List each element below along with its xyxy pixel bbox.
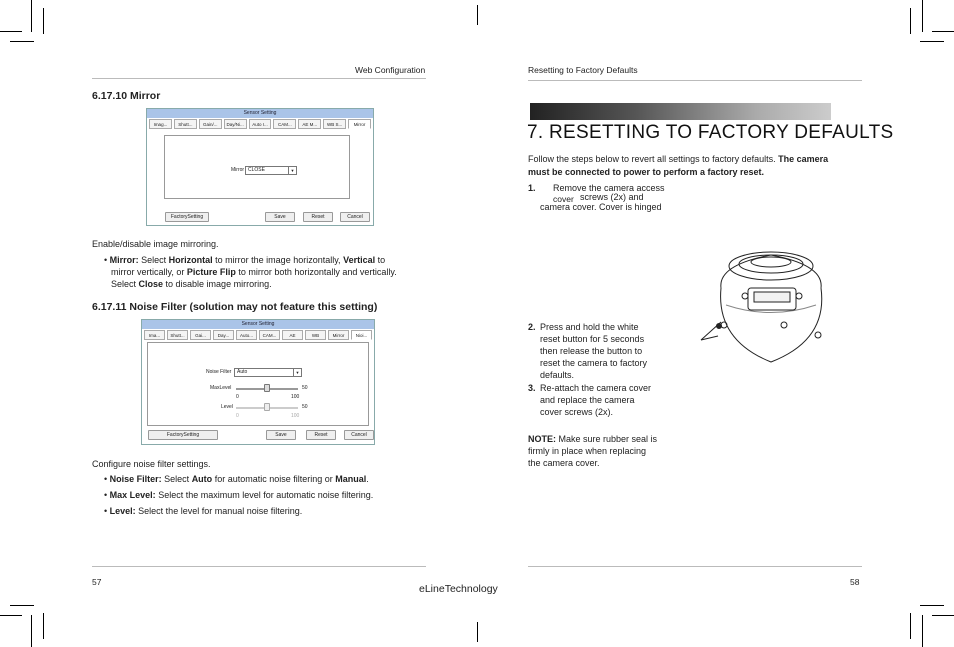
note-line-3: the camera cover. (528, 458, 600, 468)
crop-mark (920, 605, 944, 606)
tab-auto[interactable]: Auto I... (249, 119, 272, 129)
note-label: NOTE: (528, 434, 556, 444)
right-page-number: 58 (850, 577, 860, 587)
tab-cam[interactable]: CAM... (259, 330, 280, 340)
mirror-bullet-line3 (111, 279, 441, 291)
note-text: Make sure rubber seal is (556, 434, 658, 444)
tab-mirror[interactable]: Mirror (348, 119, 371, 129)
bullet-text: to mirror both horizontally and vertically. (235, 267, 397, 277)
mirror-label: Mirror (231, 167, 245, 173)
mirror-bullet-line2 (111, 267, 441, 279)
chevron-down-icon: ▼ (293, 369, 301, 376)
save-button[interactable]: Save (266, 430, 296, 440)
tab-day-night[interactable]: Day... (213, 330, 234, 340)
bullet-bold: Close (138, 279, 164, 289)
bullet-text: to disable image mirroring. (163, 279, 272, 289)
noise-intro: Configure noise filter settings. (92, 459, 211, 469)
noise-filter-dialog-screenshot (141, 319, 375, 445)
crop-mark (922, 0, 923, 32)
dialog-title: Sensor Setting (147, 109, 373, 118)
crop-mark (932, 615, 954, 616)
step-3-line-3: cover screws (2x). (540, 407, 614, 417)
crop-mark (910, 8, 911, 34)
bullet-text: Select (161, 474, 192, 484)
camera-illustration (696, 240, 846, 370)
bullet-text: mirror vertically, or (111, 267, 187, 277)
footer-rule (528, 566, 862, 567)
max-level-value: 50 (302, 385, 308, 391)
step-2-line-4: reset the camera to factory (540, 358, 648, 368)
step-3-line-2: and replace the camera (540, 395, 635, 405)
noise-filter-value: Auto (237, 369, 248, 375)
crop-mark (10, 605, 34, 606)
bullet-label: Max Level: (109, 490, 156, 500)
step-1-line-3: camera cover. Cover is hinged (540, 202, 662, 212)
step-1-number: 1. (528, 183, 536, 193)
dialog-tabs (144, 330, 372, 340)
page-title: 7. RESETTING TO FACTORY DEFAULTS (527, 122, 894, 143)
mirror-bullet (104, 255, 434, 267)
level-label: Level (221, 404, 233, 410)
range-max-label: 100 (291, 394, 300, 400)
crop-mark (0, 31, 22, 32)
noise-bullet-3 (104, 506, 434, 518)
mirror-dialog-screenshot (146, 108, 374, 226)
reset-button[interactable]: Reset (303, 212, 333, 222)
bullet-dot: • (104, 474, 110, 484)
bullet-bold: Vertical (343, 255, 376, 265)
tab-auto[interactable]: Auto... (236, 330, 257, 340)
chevron-down-icon: ▼ (288, 167, 296, 174)
bullet-text: Select (138, 255, 169, 265)
intro-bold: The camera (778, 154, 829, 164)
crop-mark (10, 41, 34, 42)
left-page-header: Web Configuration (355, 65, 426, 75)
tab-image[interactable]: Ima... (144, 330, 165, 340)
tab-ae[interactable]: AE M... (298, 119, 321, 129)
tab-gain[interactable]: Gain/... (199, 119, 222, 129)
bullet-text: . (366, 474, 369, 484)
bullet-bold: Manual (335, 474, 367, 484)
tab-cam[interactable]: CAM... (273, 119, 296, 129)
bullet-text: Select the level for manual noise filtering. (135, 506, 303, 516)
bullet-label: Level: (109, 506, 136, 516)
mirror-intro: Enable/disable image mirroring. (92, 239, 219, 249)
step-3-number: 3. (528, 383, 536, 393)
crop-mark (910, 613, 911, 639)
level-slider-handle[interactable] (264, 403, 270, 411)
header-rule (528, 80, 862, 81)
step-1-line-2a: cover (553, 194, 574, 204)
footer-rule (92, 566, 426, 567)
step-2-number: 2. (528, 322, 536, 332)
footer-brand: eLineTechnology (419, 583, 498, 595)
tab-shutter[interactable]: Shutt... (174, 119, 197, 129)
crop-mark (43, 613, 44, 639)
bullet-label: Noise Filter: (109, 474, 162, 484)
right-page-header: Resetting to Factory Defaults (528, 65, 638, 75)
step-2-line-1: Press and hold the white (540, 322, 639, 332)
bullet-text: to (375, 255, 386, 265)
note-line-1 (528, 433, 657, 445)
crop-mark (920, 41, 944, 42)
step-1-line-2b: screws (2x) and (580, 192, 644, 202)
bullet-bold: Auto (191, 474, 213, 484)
crop-mark (477, 622, 478, 642)
level-range-max: 100 (291, 413, 300, 419)
crop-mark (477, 5, 478, 25)
factory-setting-button[interactable]: FactorySetting (165, 212, 209, 222)
level-range-min: 0 (236, 413, 239, 419)
reset-intro-line2 (528, 166, 864, 178)
crop-mark (0, 615, 22, 616)
bullet-dot: • (104, 255, 110, 265)
crop-mark (31, 615, 32, 647)
step-2-line-2: reset button for 5 seconds (540, 334, 645, 344)
noise-section-heading: 6.17.11 Noise Filter (solution may not feature this setting) (92, 301, 378, 313)
tab-shutter[interactable]: Shutt... (167, 330, 188, 340)
tab-wb[interactable]: WB (305, 330, 326, 340)
step-3-line-1: Re-attach the camera cover (540, 383, 652, 393)
tab-image[interactable]: Imag... (149, 119, 172, 129)
note-line-2: firmly in place when replacing (528, 446, 647, 456)
factory-setting-button[interactable]: FactorySetting (148, 430, 218, 440)
bullet-bold: Horizontal (168, 255, 213, 265)
noise-bullet-1 (104, 474, 434, 486)
noise-filter-label: Noise Filter (206, 369, 232, 375)
tab-day-night[interactable]: Day/Ni... (224, 119, 247, 129)
bullet-dot: • (104, 490, 110, 500)
intro-text: Follow the steps below to revert all settings to factory defaults. (528, 154, 779, 164)
max-level-label: MaxLevel (210, 385, 232, 391)
left-page-number: 57 (92, 577, 102, 587)
bullet-text: Select (111, 279, 139, 289)
save-button[interactable]: Save (265, 212, 295, 222)
max-level-slider-handle[interactable] (264, 384, 270, 392)
tab-ae[interactable]: AE (282, 330, 303, 340)
cancel-button[interactable]: Cancel (344, 430, 374, 440)
step-2-line-5: defaults. (540, 370, 575, 380)
intro-bold: must be connected to power to perform a factory reset. (528, 167, 765, 177)
reset-button[interactable]: Reset (306, 430, 336, 440)
bullet-text: for automatic noise filtering or (212, 474, 336, 484)
crop-mark (31, 0, 32, 32)
noise-panel (147, 342, 369, 426)
step-1-line-1: Remove the camera access (553, 183, 665, 193)
cancel-button[interactable]: Cancel (340, 212, 370, 222)
reset-intro (528, 153, 864, 166)
crop-mark (43, 8, 44, 34)
title-gradient-bar (530, 103, 831, 120)
bullet-bold: Picture Flip (186, 267, 236, 277)
step-2-line-3: then release the button to (540, 346, 643, 356)
crop-mark (932, 31, 954, 32)
noise-bullet-2 (104, 490, 434, 502)
mirror-select-value: CLOSE (248, 167, 265, 173)
dialog-tabs (149, 119, 371, 129)
range-min-label: 0 (236, 394, 239, 400)
tab-gain[interactable]: Gai... (190, 330, 211, 340)
dialog-title: Sensor Setting (142, 320, 374, 329)
tab-wb[interactable]: WB S... (323, 119, 346, 129)
tab-mirror[interactable]: Mirror (328, 330, 349, 340)
tab-noise[interactable]: Nioi... (351, 330, 372, 340)
level-value: 50 (302, 404, 308, 410)
bullet-label: Mirror: (109, 255, 139, 265)
mirror-section-heading: 6.17.10 Mirror (92, 90, 161, 102)
noise-filter-select[interactable] (234, 368, 302, 377)
mirror-panel (164, 135, 350, 199)
header-rule (92, 78, 426, 79)
bullet-dot: • (104, 506, 110, 516)
bullet-text: Select the maximum level for automatic noise filtering. (155, 490, 374, 500)
bullet-text: to mirror the image horizontally, (212, 255, 344, 265)
mirror-select[interactable] (245, 166, 297, 175)
crop-mark (922, 615, 923, 647)
